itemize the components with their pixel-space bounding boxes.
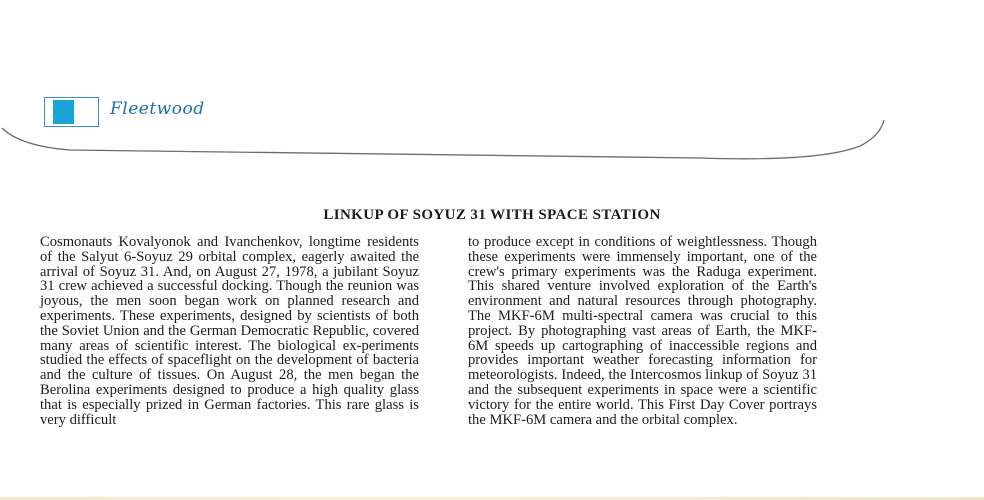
fleetwood-logo-mark bbox=[44, 97, 99, 127]
fleetwood-logo-text: Fleetwood bbox=[110, 99, 205, 119]
article-title: LINKUP OF SOYUZ 31 WITH SPACE STATION bbox=[323, 207, 661, 223]
envelope-flap-outline bbox=[0, 0, 984, 180]
article-column-left: Cosmonauts Kovalyonok and Ivanchenkov, longtime residents of the Salyut 6-Soyuz 29 orbital complex, eagerly awaited the arrival of Soyuz 31. And, on August 27, 1978, a jubilant Soyuz 31 crew achieved a successful docking. Though the reunion was joyous, the men soon began work on planned research and experiments. These experiments, designed by scientists of both the Soviet Union and the German Democratic Republic, covered many areas of scientific interest. The biological ex-periments studied the effects of spaceflight on the development of bacteria and the culture of tissues. On August 28, the men began the Berolina experiments designed to produce a high quality glass that is especially prized in German factories. This rare glass is very difficult bbox=[40, 234, 419, 428]
article-column-right: to produce except in conditions of weightlessness. Though these experiments were immensely important, one of the crew's primary experiments was the Raduga experiment. This shared venture involved exploration of the Earth's environment and natural resources through photography. The MKF-6M multi-spectral camera was crucial to this project. By photographing vast areas of Earth, the MKF-6M speeds up cartographing of inaccessible regions and provides important weather forecasting information for meteorologists. Indeed, the Intercosmos linkup of Soyuz 31 and the subsequent experiments in space were a scientific victory for the entire world. This First Day Cover portrays the MKF-6M camera and the orbital complex. bbox=[468, 234, 817, 428]
logo-fill-block bbox=[53, 100, 74, 124]
